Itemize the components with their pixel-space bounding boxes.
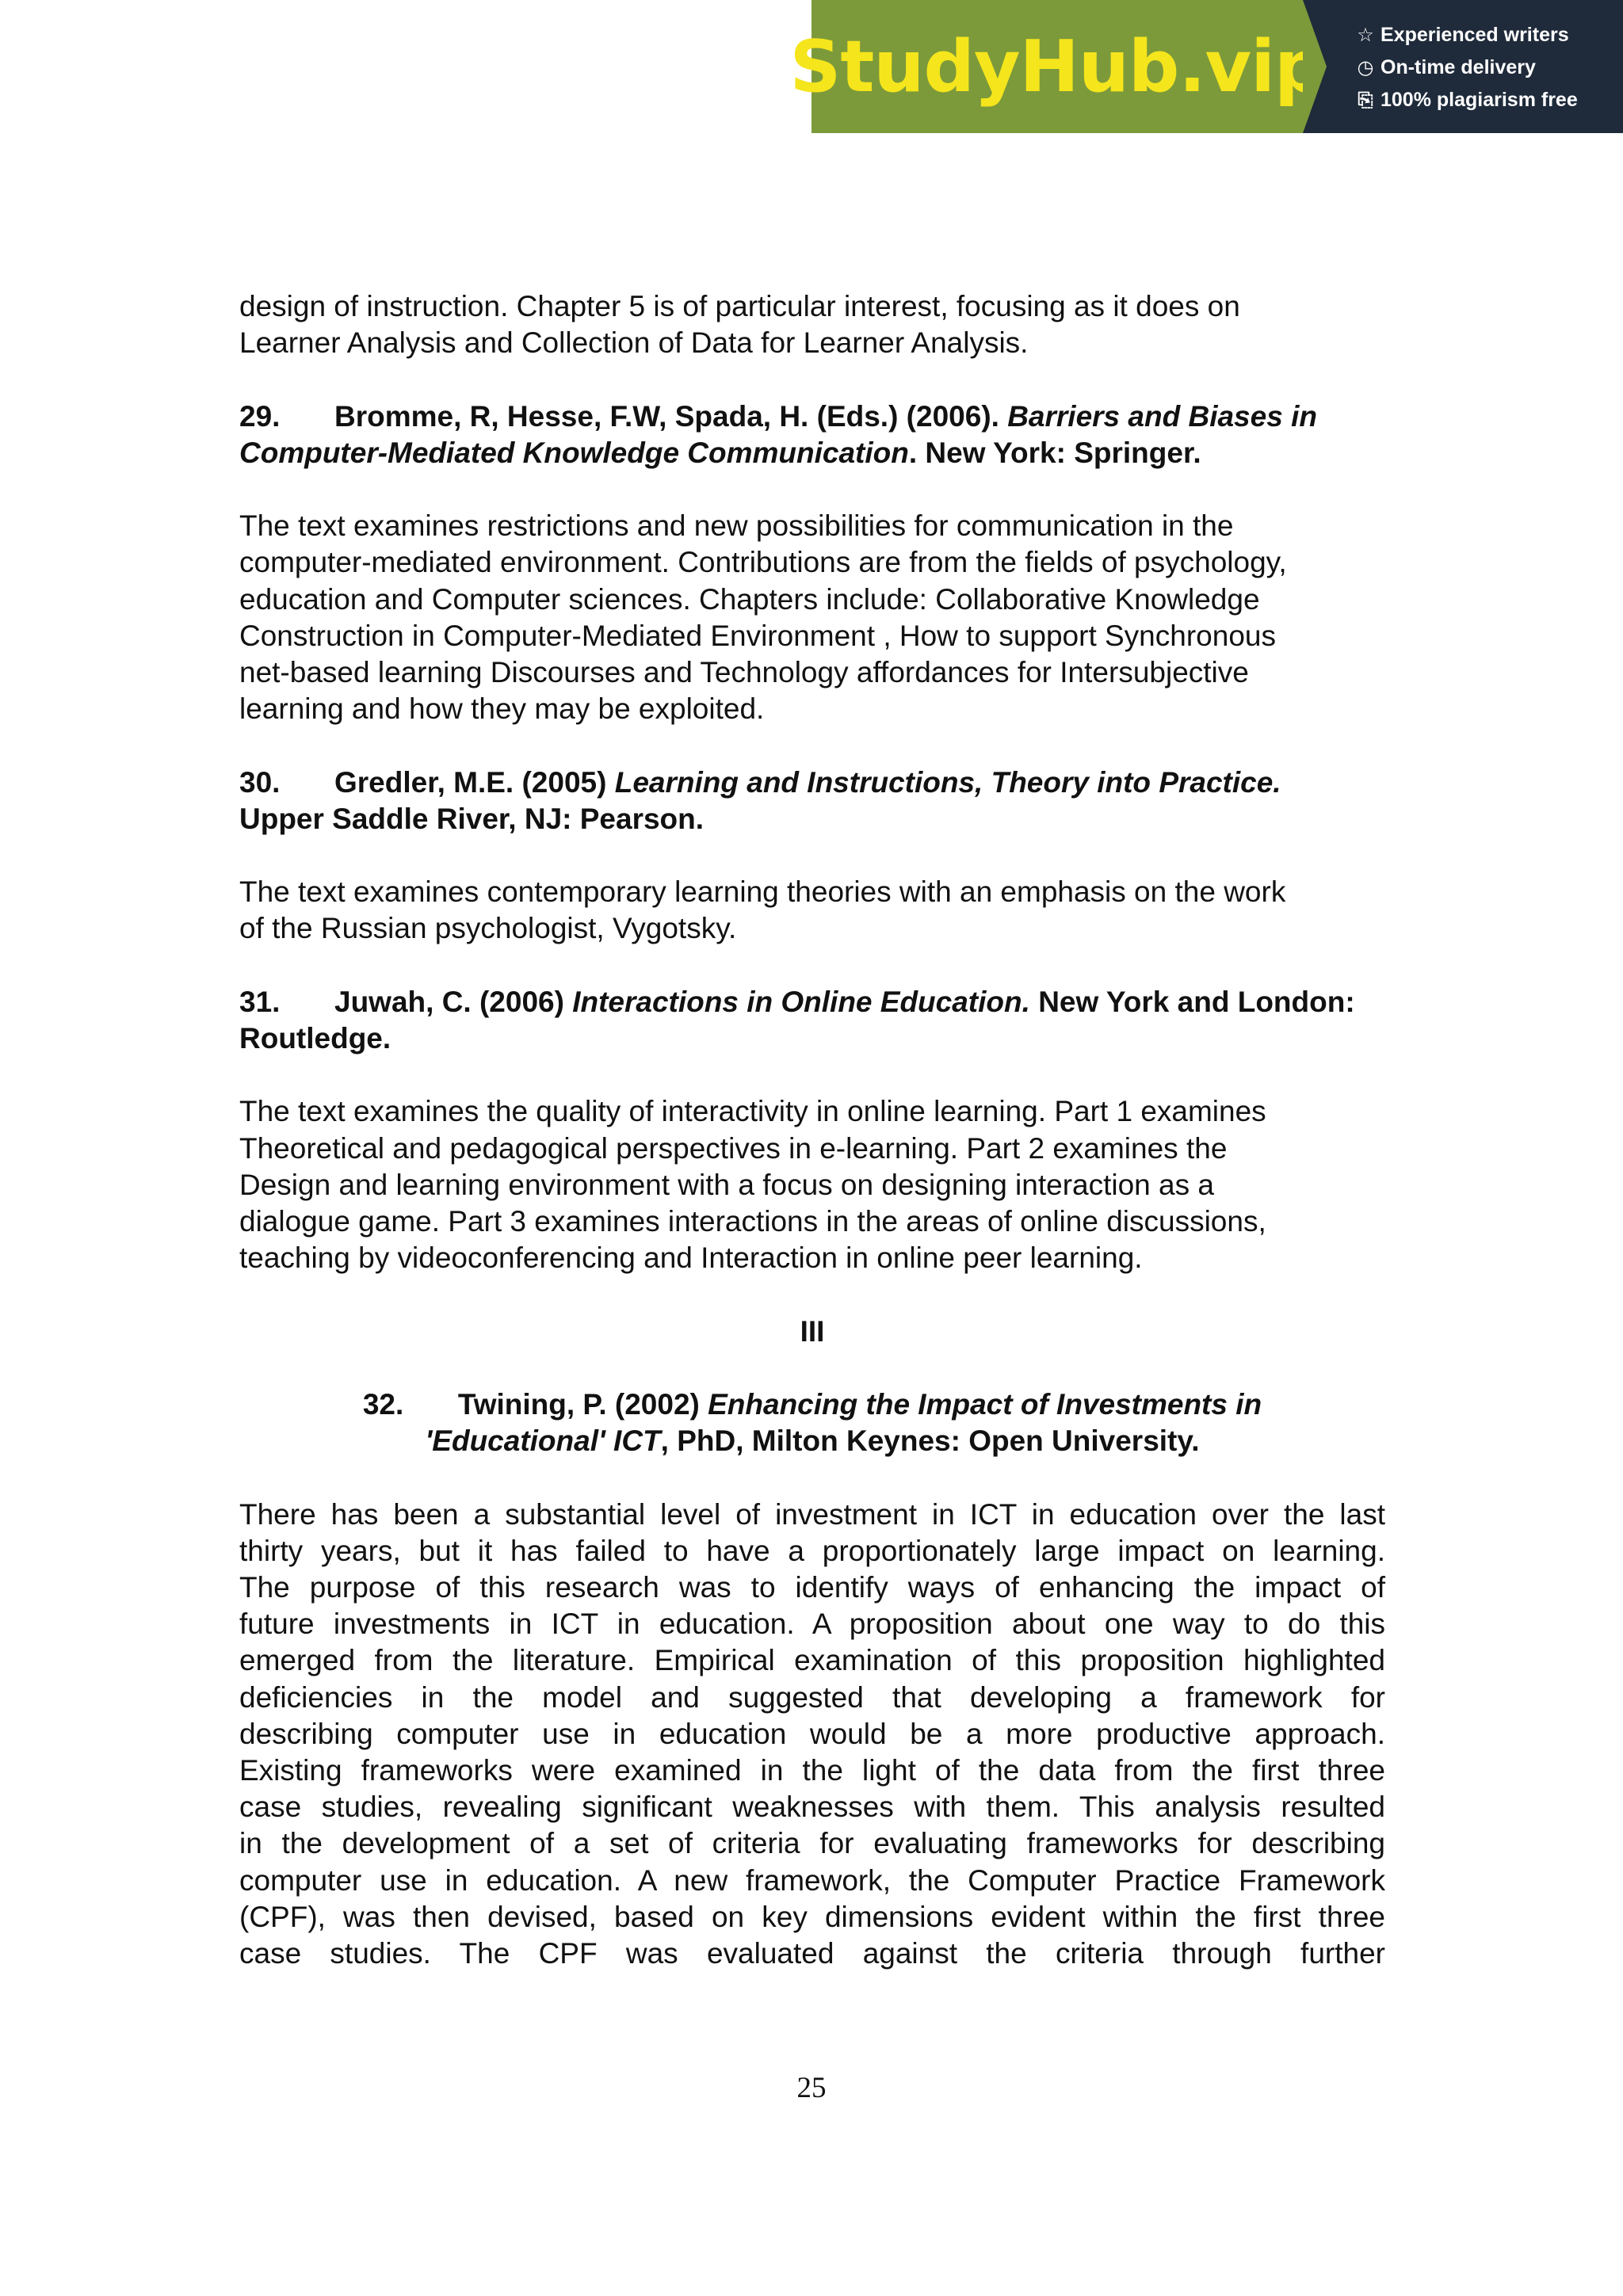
reference-32 (239, 1386, 1385, 1459)
reference-29 (239, 399, 1385, 471)
reference-32-abstract (239, 1497, 1385, 1973)
reference-authors: Bromme, R, Hesse, F.W, Spada, H. (Eds.) (2006). (334, 399, 999, 433)
reference-31-description: The text examines the quality of interactivity in online learning. Part 1 examines Theoretical and pedagogical perspectives in e-learning. Part 2 examines the Design and learning environment with a focus on designing interaction as a dialogue game. Part 3 examines interactions in the areas of online discussions, teaching by videoconferencing and Interaction in online peer learning. (239, 1095, 1266, 1275)
brand-name: StudyHub.vip (789, 25, 1325, 109)
reference-title: Barriers and Biases in Computer-Mediated Knowledge Communication (239, 399, 1317, 469)
abstract-line: describing computer use in education would be a more productive approach. (239, 1717, 1385, 1750)
studyhub-logo[interactable] (789, 0, 1325, 133)
abstract-line: emerged from the literature. Empirical examination of this proposition highlighted (239, 1644, 1385, 1677)
feature-experienced-writers (1355, 19, 1623, 51)
clock-icon: ◷ (1357, 57, 1374, 78)
document-body (239, 288, 1385, 1972)
reference-title-continued: 'Educational' ICT (425, 1425, 661, 1458)
feature-label: Experienced writers (1381, 24, 1569, 46)
star-outline-icon: ☆ (1357, 25, 1374, 46)
feature-on-time-delivery (1355, 51, 1623, 84)
abstract-line: in the development of a set of criteria for evaluating frameworks for describing (239, 1827, 1385, 1860)
feature-label: 100% plagiarism free (1381, 89, 1578, 111)
reference-number: 29. (239, 399, 281, 433)
reference-publisher: New York and London: Routledge. (239, 985, 1355, 1055)
reference-authors: Juwah, C. (2006) (334, 985, 564, 1018)
abstract-line: Existing frameworks were examined in the light of the data from the first three (239, 1753, 1385, 1787)
reference-title: Interactions in Online Education. (572, 985, 1030, 1018)
reference-title: Enhancing the Impact of Investments in (708, 1387, 1262, 1421)
banner-feature-list (1303, 0, 1623, 133)
reference-number: 30. (239, 765, 281, 799)
reference-publisher: Upper Saddle River, NJ: Pearson. (239, 802, 705, 835)
reference-number: 32. (362, 1387, 404, 1421)
reference-29-description: The text examines restrictions and new possibilities for communication in the computer-mediated environment. Contributions are from the fields of psychology, education and Computer sciences. Chapters include: Collaborative Knowledge Construction in Computer-Mediated Environment , How to support Synchronous net-based learning Discourses and Technology affordances for Intersubjective learning and how they may be exploited. (239, 509, 1287, 726)
feature-label: On-time delivery (1381, 56, 1536, 78)
abstract-line: computer use in education. A new framework, the Computer Practice Framework (239, 1863, 1385, 1897)
intro-paragraph: design of instruction. Chapter 5 is of particular interest, focusing as it does on Learner Analysis and Collection of Data for Learner Analysis. (239, 290, 1240, 360)
reference-30 (239, 765, 1385, 837)
studyhub-banner[interactable] (789, 0, 1623, 133)
abstract-line: thirty years, but it has failed to have a proportionately large impact on learning. (239, 1534, 1385, 1567)
reference-authors: Gredler, M.E. (2005) (334, 765, 607, 799)
abstract-line: future investments in ICT in education. A proposition about one way to do this (239, 1608, 1385, 1641)
abstract-line: There has been a substantial level of investment in ICT in education over the last (239, 1497, 1385, 1531)
reference-authors: Twining, P. (2002) (457, 1387, 700, 1421)
abstract-line: (CPF), was then devised, based on key dimensions evident within the first three (239, 1900, 1385, 1933)
reference-title: Learning and Instructions, Theory into Practice. (614, 765, 1281, 799)
section-heading: III (800, 1314, 825, 1348)
reference-publisher: . New York: Springer. (908, 436, 1201, 469)
abstract-line: case studies, revealing significant weaknesses with them. This analysis resulted (239, 1791, 1385, 1824)
reference-30-description: The text examines contemporary learning theories with an emphasis on the work of the Russian psychologist, Vygotsky. (239, 875, 1286, 945)
reference-publisher: , PhD, Milton Keynes: Open University. (660, 1425, 1200, 1458)
abstract-line: The purpose of this research was to identify ways of enhancing the impact of (239, 1570, 1385, 1604)
abstract-line: case studies. The CPF was evaluated against the criteria through further (239, 1937, 1385, 1970)
document-copy-icon: ⎘ (1358, 89, 1373, 111)
banner-arrow-shape (1303, 0, 1327, 133)
reference-number: 31. (239, 985, 281, 1018)
feature-plagiarism-free (1355, 84, 1623, 116)
reference-31 (239, 984, 1385, 1057)
abstract-line: deficiencies in the model and suggested that developing a framework for (239, 1680, 1385, 1714)
page-number: 25 (796, 2072, 827, 2104)
